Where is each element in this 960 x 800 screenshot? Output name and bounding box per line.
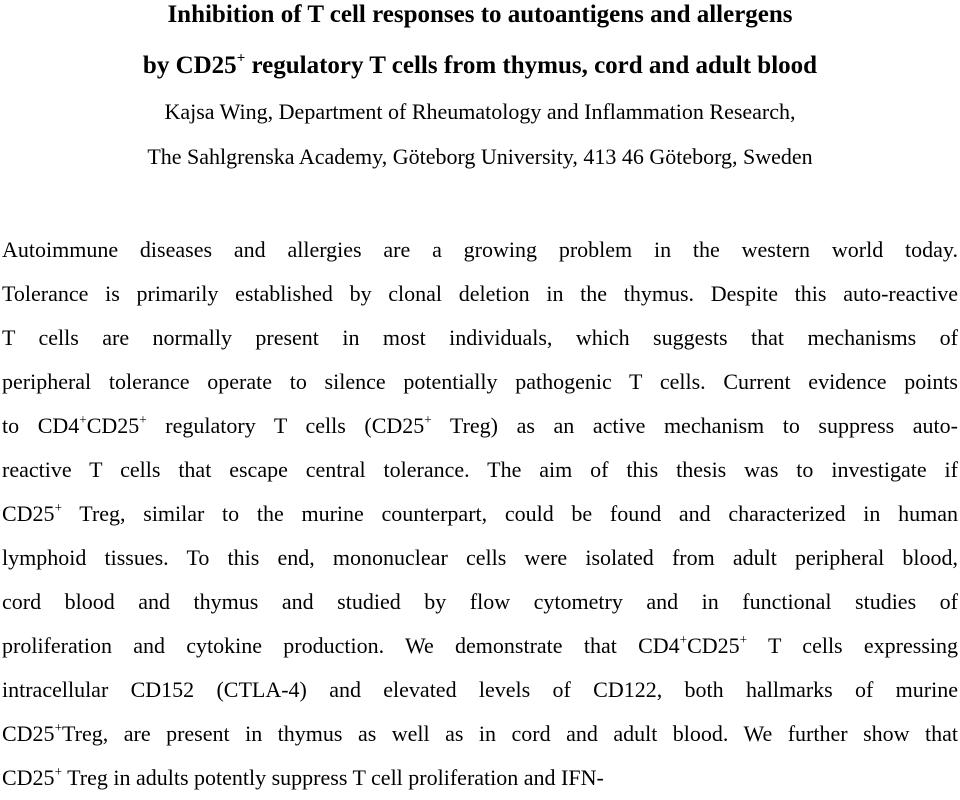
superscript-plus: + (424, 411, 432, 427)
text-segment: Treg) as an active mechanism to suppress auto- (431, 413, 958, 438)
superscript-plus: + (236, 50, 246, 67)
title-text-a: by CD25 (142, 52, 237, 79)
superscript-plus: + (679, 631, 688, 647)
superscript-plus: + (54, 499, 62, 515)
abstract-line: intracellular CD152 (CTLA-4) and elevated levels of CD122, both hallmarks of murine (2, 677, 958, 702)
text-segment: Treg, similar to the murine counterpart, could be found and characterized in human (62, 501, 958, 526)
affiliation-line-1: Kajsa Wing, Department of Rheumatology and Inflammation Research, (164, 99, 796, 124)
abstract-line: reactive T cells that escape central tolerance. The aim of this thesis was to investigate if (2, 457, 958, 482)
title-line-2 (0, 52, 960, 80)
abstract-line (2, 712, 958, 756)
text-segment: CD25 (86, 413, 140, 438)
superscript-plus: + (54, 719, 62, 735)
text-segment: CD25 (2, 721, 55, 746)
abstract-line (2, 624, 958, 668)
abstract-line (2, 756, 958, 800)
text-segment: CD25 (687, 633, 740, 658)
abstract-line: T cells are normally present in most individuals, which suggests that mechanisms of (2, 325, 958, 350)
text-segment: CD25 (2, 765, 55, 790)
superscript-plus: + (739, 631, 748, 647)
text-segment: Treg in adults potently suppress T cell proliferation and IFN- (62, 765, 604, 790)
title-text-b: regulatory T cells from thymus, cord and adult blood (245, 52, 818, 79)
abstract-line (2, 404, 958, 448)
abstract-line: peripheral tolerance operate to silence potentially pathogenic T cells. Current evidence points (2, 369, 958, 394)
abstract-body (2, 228, 958, 800)
text-segment: Treg, are present in thymus as well as in cord and adult blood. We further show that (62, 721, 958, 746)
text-segment: CD25 (2, 501, 55, 526)
superscript-plus: + (54, 763, 62, 779)
abstract-line: Autoimmune diseases and allergies are a growing problem in the western world today. (2, 237, 958, 262)
text-segment: T cells expressing (747, 633, 958, 658)
superscript-plus: + (79, 411, 87, 427)
text-segment: to CD4 (2, 413, 80, 438)
abstract-line: Tolerance is primarily established by clonal deletion in the thymus. Despite this auto-reactive (2, 281, 958, 306)
abstract-line: cord blood and thymus and studied by flow cytometry and in functional studies of (2, 589, 958, 614)
text-segment: proliferation and cytokine production. We demonstrate that CD4 (2, 633, 680, 658)
affiliation-line-2: The Sahlgrenska Academy, Göteborg University, 413 46 Göteborg, Sweden (147, 144, 813, 169)
title-line-1: Inhibition of T cell responses to autoantigens and allergens (167, 1, 793, 28)
abstract-line: lymphoid tissues. To this end, mononuclear cells were isolated from adult peripheral blood, (2, 545, 958, 570)
text-segment: regulatory T cells (CD25 (146, 413, 425, 438)
superscript-plus: + (139, 411, 147, 427)
abstract-line (2, 492, 958, 536)
